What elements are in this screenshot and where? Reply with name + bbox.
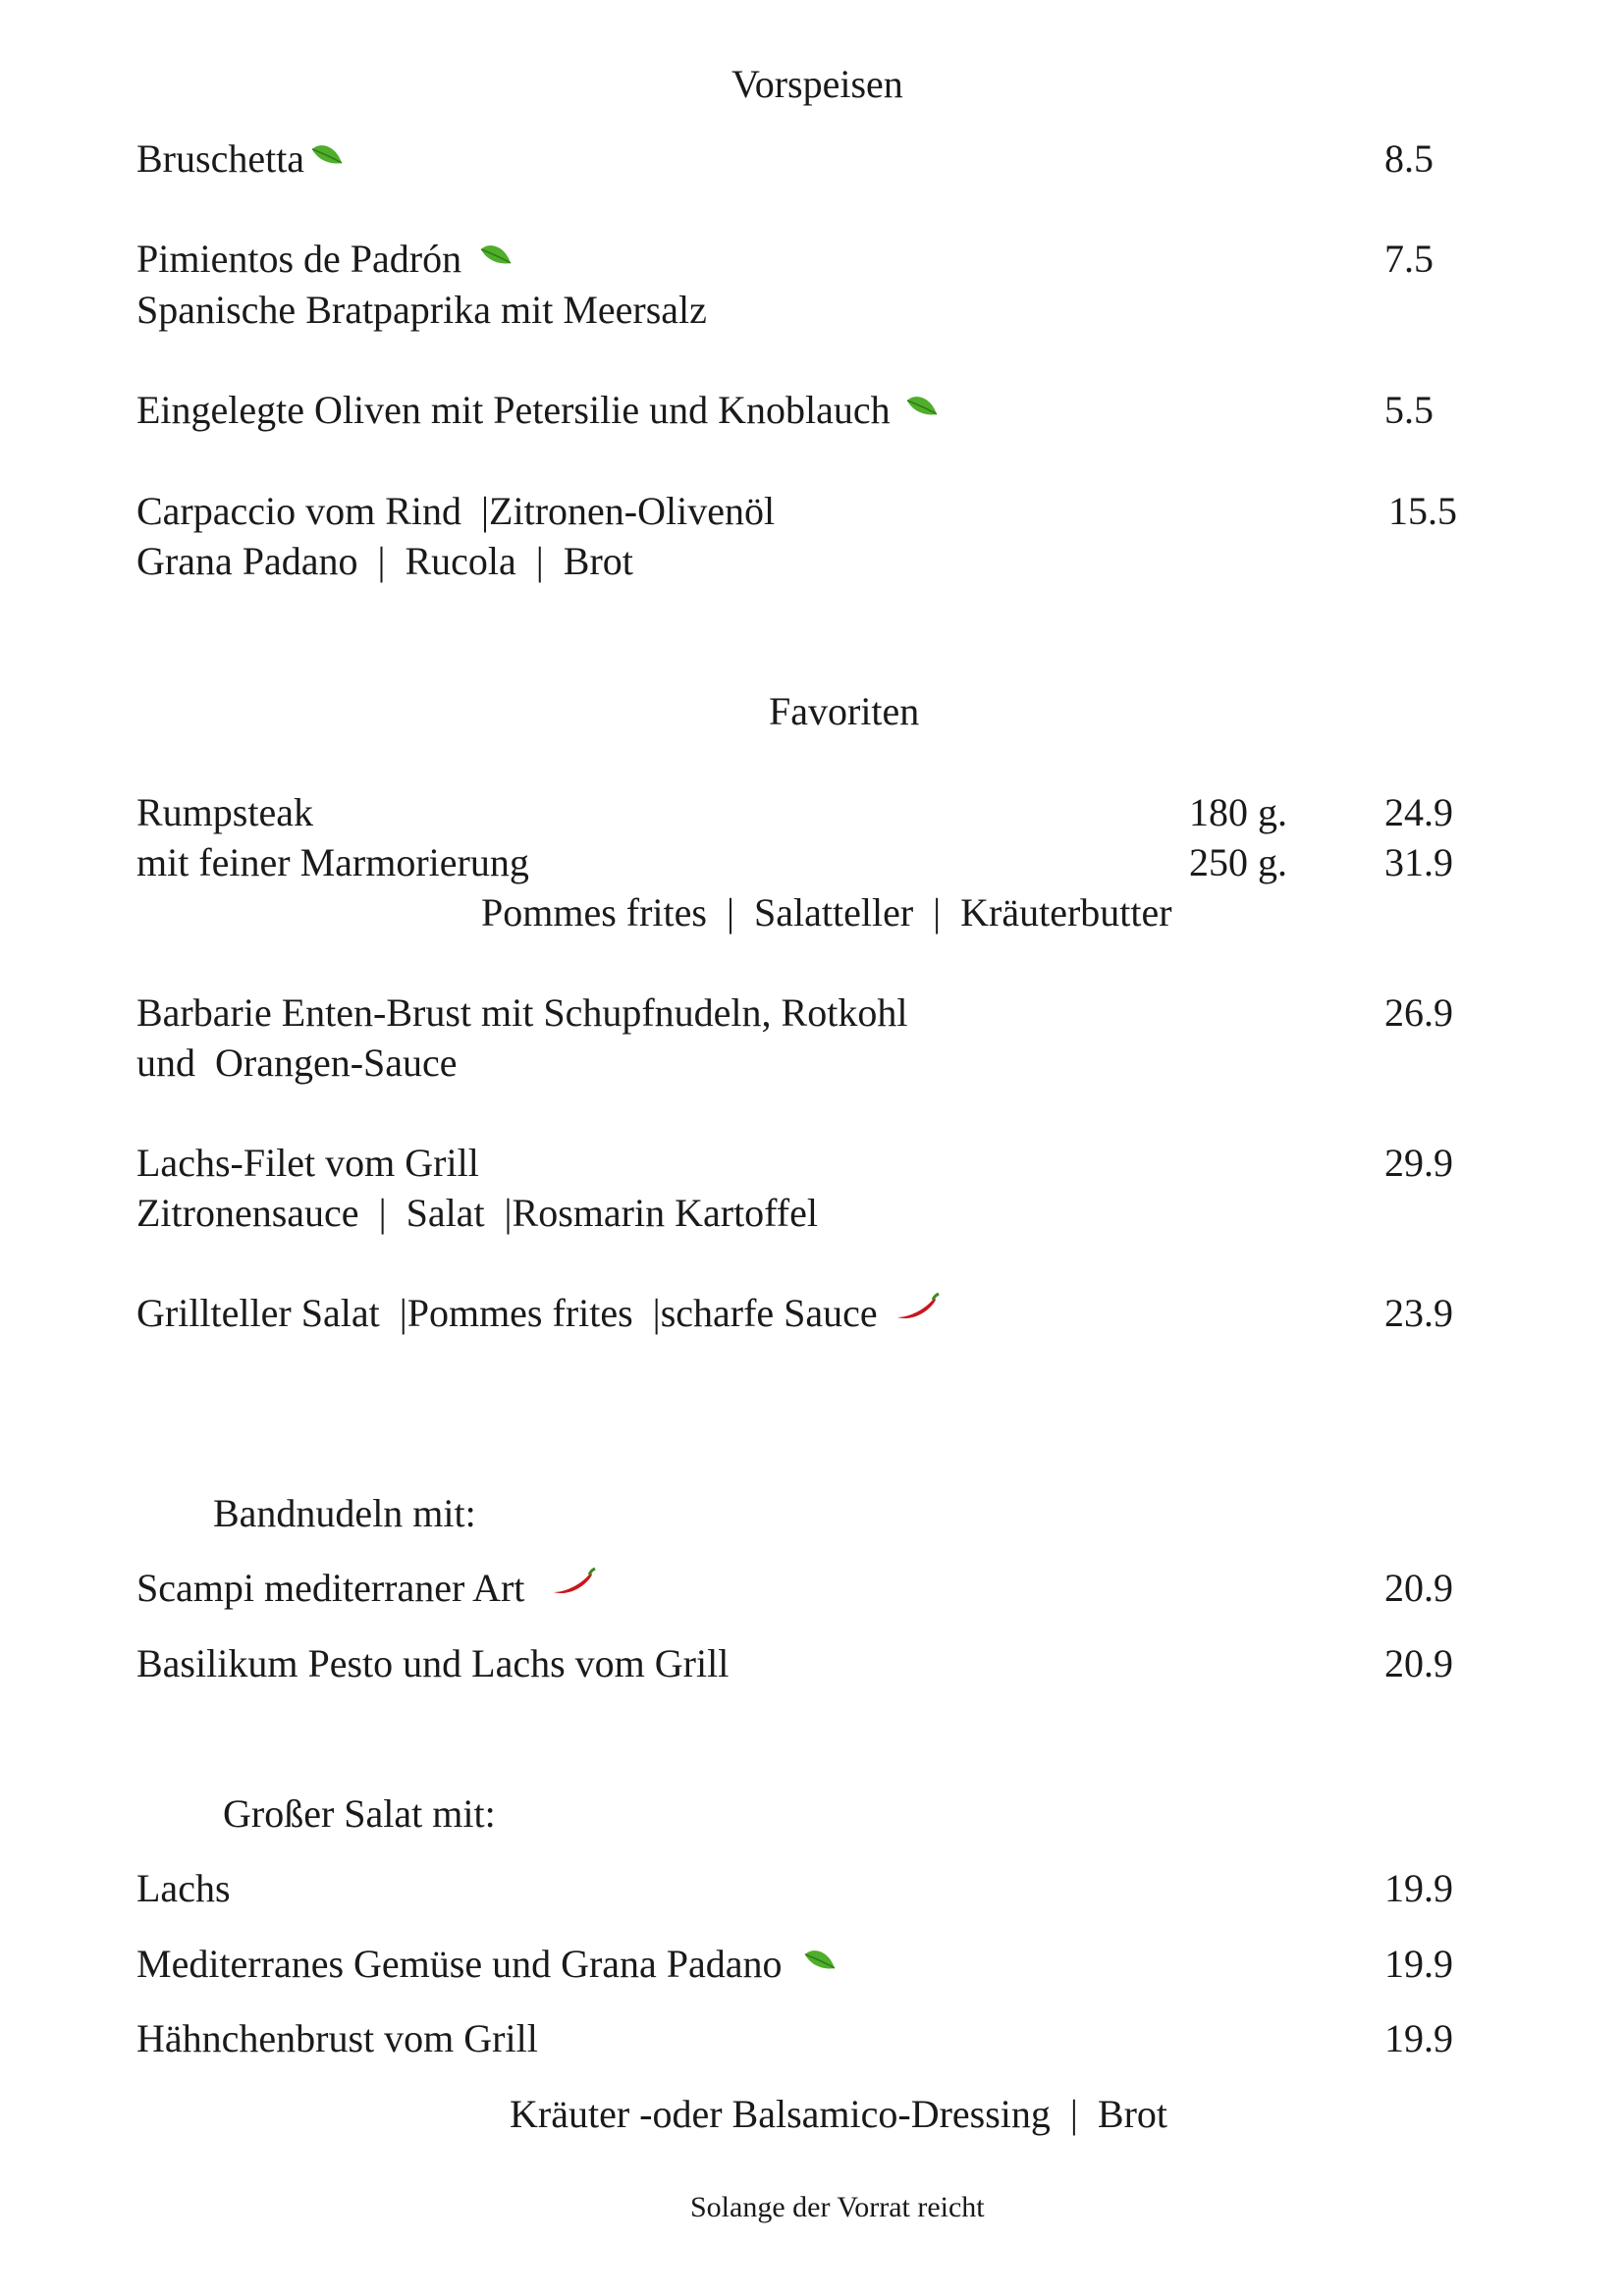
section-title-salat: Großer Salat mit: bbox=[223, 1791, 496, 1836]
item-price-gemuese: 19.9 bbox=[1384, 1942, 1453, 1986]
section-title-bandnudeln: Bandnudeln mit: bbox=[213, 1491, 476, 1535]
leaf-icon bbox=[905, 395, 939, 418]
item-name-ente: Barbarie Enten-Brust mit Schupfnudeln, Rotkohl bbox=[136, 990, 908, 1035]
item-name-lachs-filet: Lachs-Filet vom Grill bbox=[136, 1141, 479, 1185]
item-name-bruschetta: Bruschetta bbox=[136, 136, 305, 181]
item-desc-carpaccio: Grana Padano | Rucola | Brot bbox=[136, 539, 633, 583]
item-name-gemuese: Mediterranes Gemüse und Grana Padano bbox=[136, 1942, 783, 1986]
item-desc-lachs-filet: Zitronensauce | Salat |Rosmarin Kartoffel bbox=[136, 1191, 818, 1235]
item-name-carpaccio: Carpaccio vom Rind |Zitronen-Olivenöl bbox=[136, 489, 776, 533]
item-price-haehnchen: 19.9 bbox=[1384, 2016, 1453, 2060]
leaf-icon bbox=[310, 143, 344, 167]
chili-icon bbox=[550, 1567, 597, 1596]
item-name-rumpsteak: Rumpsteak bbox=[136, 790, 313, 834]
item-name-lachs: Lachs bbox=[136, 1866, 231, 1910]
item-name-scampi: Scampi mediterraner Art bbox=[136, 1566, 525, 1610]
item-price-rumpsteak-1: 24.9 bbox=[1384, 790, 1453, 834]
footer-note: Solange der Vorrat reicht bbox=[690, 2191, 985, 2223]
section-title-favoriten: Favoriten bbox=[769, 689, 920, 733]
item-desc-pimientos: Spanische Bratpaprika mit Meersalz bbox=[136, 288, 707, 332]
item-name-pimientos: Pimientos de Padrón bbox=[136, 237, 462, 281]
salat-dressing: Kräuter -oder Balsamico-Dressing | Brot bbox=[510, 2092, 1168, 2136]
item-name-grillteller: Grillteller Salat |Pommes frites |scharfe Sauce bbox=[136, 1291, 878, 1335]
item-price-oliven: 5.5 bbox=[1384, 388, 1434, 432]
item-weight-rumpsteak-1: 180 g. bbox=[1189, 790, 1287, 834]
item-weight-rumpsteak-2: 250 g. bbox=[1189, 840, 1287, 884]
item-desc-ente: und Orangen-Sauce bbox=[136, 1041, 458, 1085]
item-sides-rumpsteak: Pommes frites | Salatteller | Kräuterbutter bbox=[481, 890, 1172, 934]
item-name-pesto: Basilikum Pesto und Lachs vom Grill bbox=[136, 1641, 730, 1685]
chili-icon bbox=[893, 1292, 941, 1321]
item-name-haehnchen: Hähnchenbrust vom Grill bbox=[136, 2016, 538, 2060]
leaf-icon bbox=[803, 1949, 837, 1972]
item-price-pimientos: 7.5 bbox=[1384, 237, 1434, 281]
item-price-carpaccio: 15.5 bbox=[1388, 489, 1457, 533]
item-name-oliven: Eingelegte Oliven mit Petersilie und Knoblauch bbox=[136, 388, 891, 432]
leaf-icon bbox=[479, 243, 513, 267]
item-price-ente: 26.9 bbox=[1384, 990, 1453, 1035]
item-price-lachs: 19.9 bbox=[1384, 1866, 1453, 1910]
item-price-bruschetta: 8.5 bbox=[1384, 136, 1434, 181]
item-price-grillteller: 23.9 bbox=[1384, 1291, 1453, 1335]
item-price-lachs-filet: 29.9 bbox=[1384, 1141, 1453, 1185]
item-desc-rumpsteak: mit feiner Marmorierung bbox=[136, 840, 529, 884]
section-title-vorspeisen: Vorspeisen bbox=[731, 62, 903, 106]
item-price-rumpsteak-2: 31.9 bbox=[1384, 840, 1453, 884]
item-price-scampi: 20.9 bbox=[1384, 1566, 1453, 1610]
item-price-pesto: 20.9 bbox=[1384, 1641, 1453, 1685]
